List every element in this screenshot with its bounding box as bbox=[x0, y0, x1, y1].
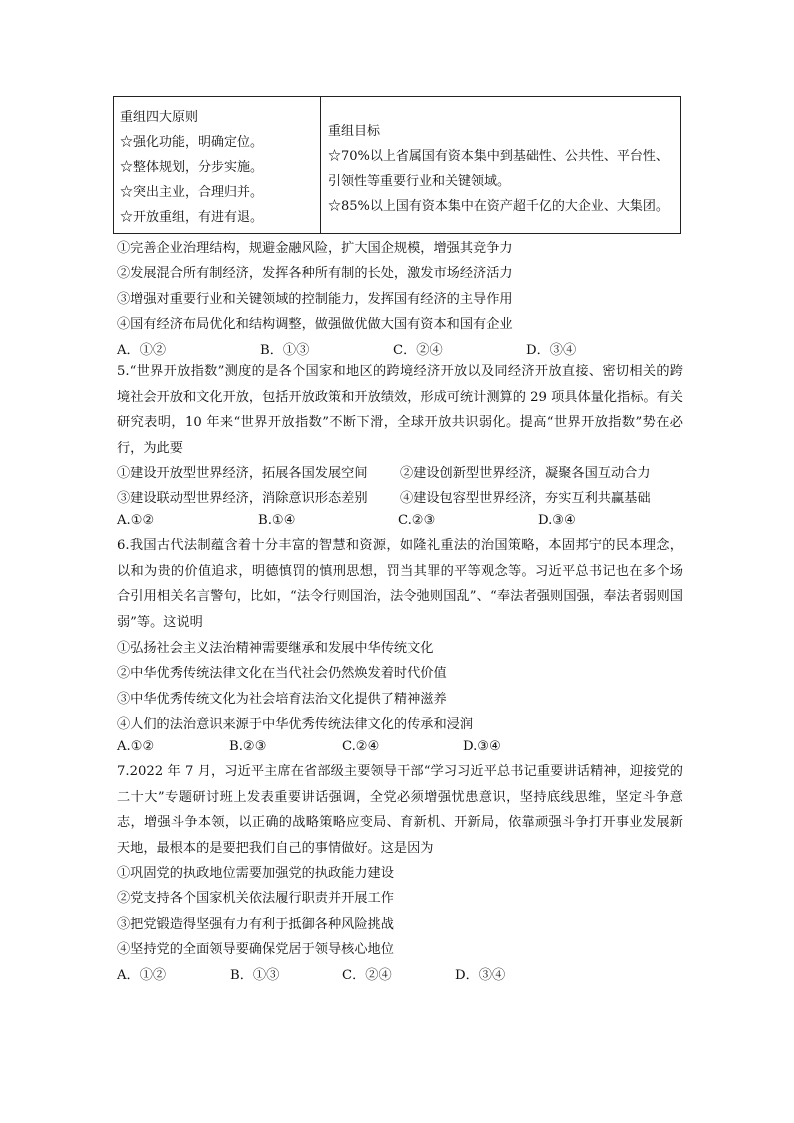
goals-cell bbox=[321, 97, 680, 233]
q6-option-d: D.③④ bbox=[463, 739, 501, 754]
q7-item-4: ④坚持党的全面领导要确保党居于领导核心地位 bbox=[117, 942, 394, 957]
q4-option-d: D．③④ bbox=[526, 343, 577, 358]
q7-item-2: ②党支持各个国家机关依法履行职责并开展工作 bbox=[117, 891, 394, 906]
principle-item: ☆突出主业，合理归并。 bbox=[120, 185, 264, 200]
principle-item: ☆强化功能，明确定位。 bbox=[120, 135, 264, 150]
principles-cell bbox=[114, 97, 321, 233]
q6-item-3: ③中华优秀传统文化为社会培育法治文化提供了精神滋养 bbox=[117, 692, 447, 707]
q4-option-a: A．①② bbox=[117, 343, 167, 358]
q7-item-3: ③把党锻造得坚强有力有利于抵御各种风险挑战 bbox=[117, 917, 394, 932]
q5-item-3: ③建设联动型世界经济，消除意识形态差别 bbox=[117, 491, 368, 506]
goals-title: 重组目标 bbox=[328, 124, 381, 139]
q4-item-3: ③增强对重要行业和关键领域的控制能力，发挥国有经济的主导作用 bbox=[117, 292, 513, 307]
q5-item-1: ①建设开放型世界经济，拓展各国发展空间 bbox=[117, 466, 368, 481]
q5-item-2: ②建设创新型世界经济，凝聚各国互动合力 bbox=[400, 466, 651, 481]
q7-option-c: C．②④ bbox=[342, 968, 392, 983]
q5-stem: 5.“世界开放指数”测度的是各个国家和地区的跨境经济开放以及同经济开放直接、密切相关的跨境社会开放和文化开放，包括开放政策和开放绩效，形成可统计测算的 29 项具体量化指标。有关研究表明，10 年来“世界开放指数”不断下滑，全球开放共识弱化。提高“世界开放指数”势在必行，为此要 bbox=[117, 364, 683, 456]
q5-option-d: D.③④ bbox=[538, 513, 576, 528]
q7-stem: 7.2022 年 7 月，习近平主席在省部级主要领导干部“学习习近平总书记重要讲话精神，迎接党的二十大”专题研讨班上发表重要讲话强调，全党必须增强忧患意识，坚持底线思维，坚定斗争意志，增强斗争本领，以正确的战略策略应变局、育新机、开新局，依靠顽强斗争打开事业发展新天地，最根本的是要把我们自己的事情做好。这是因为 bbox=[117, 764, 683, 856]
q4-option-b: B．①③ bbox=[260, 343, 310, 358]
q6-item-1: ①弘扬社会主义法治精神需要继承和发展中华传统文化 bbox=[117, 641, 434, 656]
principle-item: ☆整体规划，分步实施。 bbox=[120, 160, 264, 175]
q7-option-b: B．①③ bbox=[230, 968, 280, 983]
q5-option-c: C.②③ bbox=[398, 513, 436, 528]
q7-option-a: A．①② bbox=[117, 968, 167, 983]
q6-option-a: A.①② bbox=[117, 739, 155, 754]
goal-item: ☆70%以上省属国有资本集中到基础性、公共性、平台性、引领性等重要行业和关键领域。 bbox=[328, 149, 669, 189]
principle-item: ☆开放重组，有进有退。 bbox=[120, 210, 264, 225]
q7-item-1: ①巩固党的执政地位需要加强党的执政能力建设 bbox=[117, 866, 394, 881]
q5-option-b: B.①④ bbox=[258, 513, 296, 528]
q5-option-a: A.①② bbox=[117, 513, 155, 528]
q6-option-b: B.②③ bbox=[229, 739, 267, 754]
q5-item-4: ④建设包容型世界经济，夯实互利共赢基础 bbox=[400, 491, 651, 506]
q4-item-1: ①完善企业治理结构，规避金融风险，扩大国企规模，增强其竞争力 bbox=[117, 241, 513, 256]
q6-option-c: C.②④ bbox=[342, 739, 380, 754]
reorganization-table bbox=[113, 96, 681, 234]
goal-item: ☆85%以上国有资本集中在资产超千亿的大企业、大集团。 bbox=[328, 199, 669, 214]
q6-stem: 6.我国古代法制蕴含着十分丰富的智慧和资源，如隆礼重法的治国策略，本固邦宁的民本理念，以和为贵的价值追求，明德慎罚的慎刑思想，罚当其罪的平等观念等。习近平总书记也在多个场合引用相关名言警句，比如，“法令行则国治，法令弛则国乱”、“奉法者强则国强，奉法者弱则国弱”等。这说明 bbox=[117, 538, 683, 630]
q6-item-2: ②中华优秀传统法律文化在当代社会仍然焕发着时代价值 bbox=[117, 666, 447, 681]
q4-item-2: ②发展混合所有制经济，发挥各种所有制的长处，激发市场经济活力 bbox=[117, 266, 513, 281]
q7-option-d: D．③④ bbox=[455, 968, 506, 983]
q4-item-4: ④国有经济布局优化和结构调整，做强做优做大国有资本和国有企业 bbox=[117, 317, 513, 332]
q4-option-c: C．②④ bbox=[393, 343, 443, 358]
q6-item-4: ④人们的法治意识来源于中华优秀传统法律文化的传承和浸润 bbox=[117, 717, 474, 732]
principles-title: 重组四大原则 bbox=[120, 110, 199, 125]
